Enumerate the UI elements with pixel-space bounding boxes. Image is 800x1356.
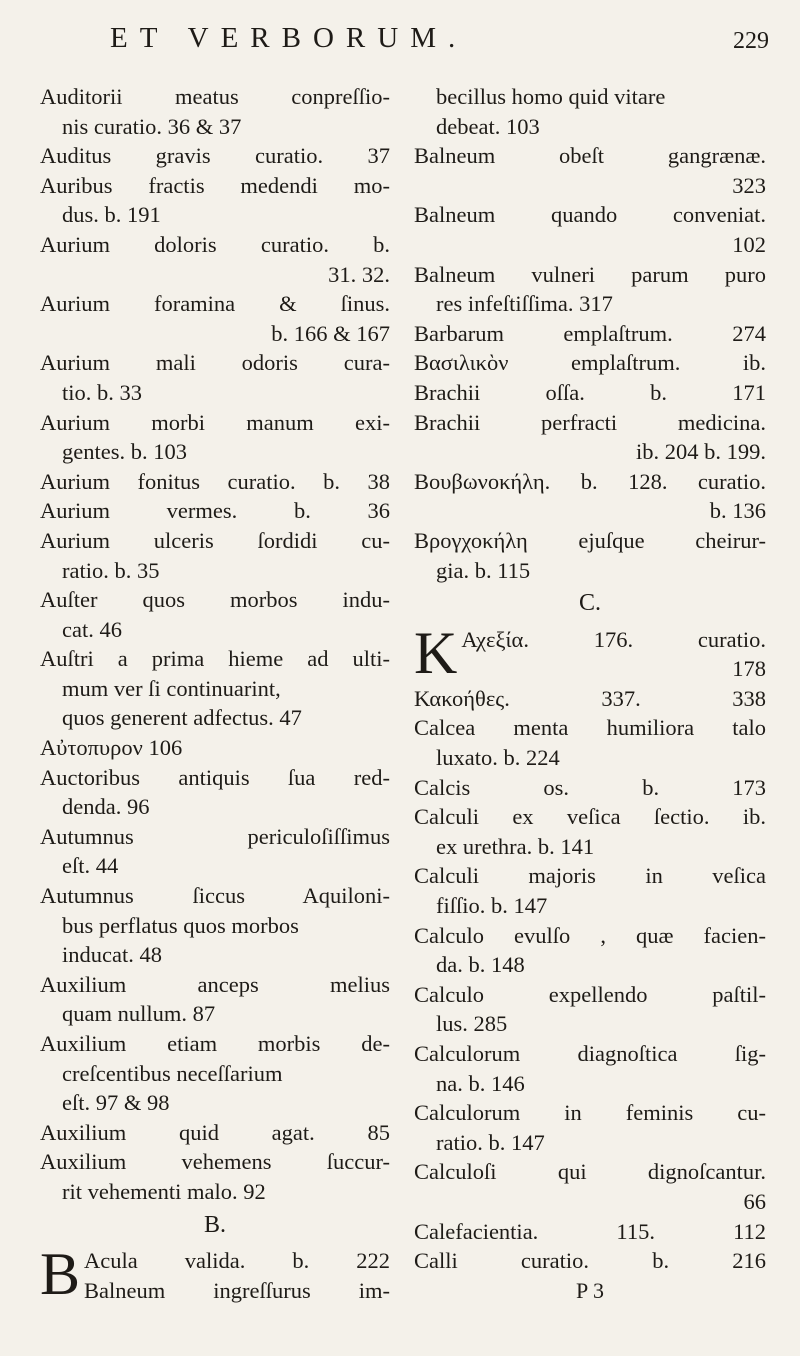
index-entry: Autumnus periculoſiſſimus [40, 823, 390, 849]
index-entry: Auſter quos morbos indu- [40, 587, 390, 613]
section-letter-c: C. [578, 590, 601, 617]
index-entry: tio. b. 33 [62, 379, 143, 405]
index-entry: cat. 46 [62, 616, 122, 642]
index-entry: gentes. b. 103 [62, 439, 187, 465]
index-entry: quos generent adfectus. 47 [62, 705, 302, 731]
index-entry: Calculorum diagnoſtica ſig- [414, 1041, 766, 1066]
index-entry: becillus homo quid vitare [436, 84, 666, 109]
index-entry: Balneum ingreſſurus im- [84, 1277, 390, 1303]
index-entry: creſcentibus neceſſarium [62, 1060, 283, 1086]
index-entry: nis curatio. 36 & 37 [62, 113, 242, 139]
index-entry: Calcis os. b. 173 [414, 774, 766, 800]
index-entry: quam nullum. 87 [62, 1001, 216, 1027]
index-entry: Auxilium vehemens ſuccur- [40, 1149, 390, 1175]
index-entry: Calefacientia. 115. 112 [414, 1218, 766, 1244]
index-entry: Auxilium etiam morbis de- [40, 1031, 390, 1056]
index-entry: Calculi ex veſica ſectio. ib. [414, 804, 766, 830]
index-entry: Auſtri a prima hieme ad ulti- [40, 646, 390, 672]
index-entry: Calculi majoris in veſica [414, 863, 766, 889]
index-entry: ratio. b. 147 [436, 1129, 545, 1155]
drop-cap-initial: K [414, 619, 458, 686]
index-entry: Calculoſi qui dignoſcantur. [414, 1159, 766, 1185]
index-entry: Balneum vulneri parum puro [414, 261, 766, 287]
index-entry: Balneum quando conveniat. [414, 202, 766, 228]
index-entry: Βασιλικὸν emplaſtrum. ib. [414, 350, 766, 376]
page-number: 229 [733, 28, 769, 54]
index-entry: Balneum obeſt gangrænæ. [414, 143, 766, 169]
page-header [0, 14, 800, 64]
index-entry: na. b. 146 [436, 1070, 525, 1096]
left-entries-b [40, 1241, 390, 1308]
index-entry: Calculo evulſo , quæ facien- [414, 922, 766, 948]
index-entry: res infeſtiſſima. 317 [436, 291, 613, 317]
index-entry: Auxilium anceps melius [40, 971, 390, 997]
index-entry: 102 [732, 231, 766, 257]
index-entry: denda. 96 [62, 794, 150, 820]
index-entry: Calcea menta humiliora talo [414, 715, 766, 741]
right-column [414, 82, 766, 1305]
index-entry: Βουβωνοκήλη. b. 128. curatio. [414, 468, 766, 494]
index-entry: Calculo expellendo paſtil- [414, 981, 766, 1007]
index-entry: ex urethra. b. 141 [436, 833, 595, 859]
index-entry: Auditorii meatus conpreſſio- [40, 84, 390, 109]
section-letter-b: B. [203, 1211, 226, 1238]
index-entry: Autumnus ſiccus Aquiloni- [40, 883, 390, 909]
index-entry: ib. 204 b. 199. [635, 439, 766, 465]
index-entry: Κακοήθες. 337. 338 [414, 685, 766, 711]
running-title: ET VERBORUM. [110, 22, 468, 54]
left-entries-b-block [40, 1241, 390, 1308]
index-entry: 66 [743, 1188, 766, 1214]
index-entry: eſt. 44 [62, 853, 119, 879]
right-entries-b-block [414, 619, 766, 1276]
index-entry: Calli curatio. b. 216 [414, 1248, 766, 1274]
index-entry: luxato. b. 224 [436, 745, 560, 771]
right-entries-a [414, 82, 766, 585]
index-entry: Brachii perfracti medicina. [414, 409, 766, 435]
index-entry: rit vehementi malo. 92 [62, 1178, 266, 1204]
index-entry: eſt. 97 & 98 [62, 1090, 170, 1116]
index-entry: Βρογχοκήλη ejuſque cheirur- [414, 527, 766, 553]
index-entry: Aurium foramina & ſinus. [40, 291, 390, 317]
index-entry: Auctoribus antiquis ſua red- [40, 764, 390, 790]
index-entry: inducat. 48 [62, 942, 162, 968]
index-entry: Aurium ulceris ſordidi cu- [40, 527, 390, 553]
index-entry: bus perflatus quos morbos [62, 912, 299, 938]
index-entry: mum ver ſi continuarint, [62, 675, 281, 701]
index-entry: ratio. b. 35 [62, 557, 160, 583]
index-entry: Αὐτοπυρον 106 [40, 735, 183, 761]
index-entry: debeat. 103 [436, 113, 540, 139]
left-column [40, 82, 390, 1308]
left-entries-a [40, 82, 390, 1207]
index-entry: da. b. 148 [436, 952, 525, 978]
index-entry: Barbarum emplaſtrum. 274 [414, 320, 766, 346]
right-entries-b [414, 619, 766, 1276]
index-entry: b. 136 [709, 498, 766, 524]
index-entry: Aurium vermes. b. 36 [40, 498, 390, 524]
drop-cap-initial: B [40, 1241, 81, 1308]
index-entry: Calculorum in feminis cu- [414, 1100, 766, 1126]
index-entry: gia. b. 115 [436, 557, 531, 583]
index-entry: Αχεξία. 176. curatio. [461, 626, 766, 652]
index-entry: Aurium mali odoris cura- [40, 350, 390, 376]
index-entry: Auditus gravis curatio. 37 [40, 143, 390, 169]
index-entry: Brachii oſſa. b. 171 [414, 379, 766, 405]
catchword: P 3 [576, 1277, 604, 1303]
index-entry: Aurium fonitus curatio. b. 38 [40, 468, 390, 494]
index-entry: 31. 32. [328, 261, 390, 287]
index-entry: fiſſio. b. 147 [436, 893, 548, 919]
index-entry: Auxilium quid agat. 85 [40, 1119, 390, 1145]
index-entry: b. 166 & 167 [271, 320, 390, 346]
index-entry: Aurium doloris curatio. b. [40, 231, 390, 257]
index-entry: 178 [732, 656, 766, 682]
index-entry: lus. 285 [436, 1011, 508, 1037]
index-entry: Acula valida. b. 222 [84, 1248, 390, 1274]
index-entry: dus. b. 191 [62, 202, 161, 228]
index-entry: 323 [732, 172, 766, 198]
index-entry: Auribus fractis medendi mo- [40, 172, 390, 198]
index-entry: Aurium morbi manum exi- [40, 409, 390, 435]
